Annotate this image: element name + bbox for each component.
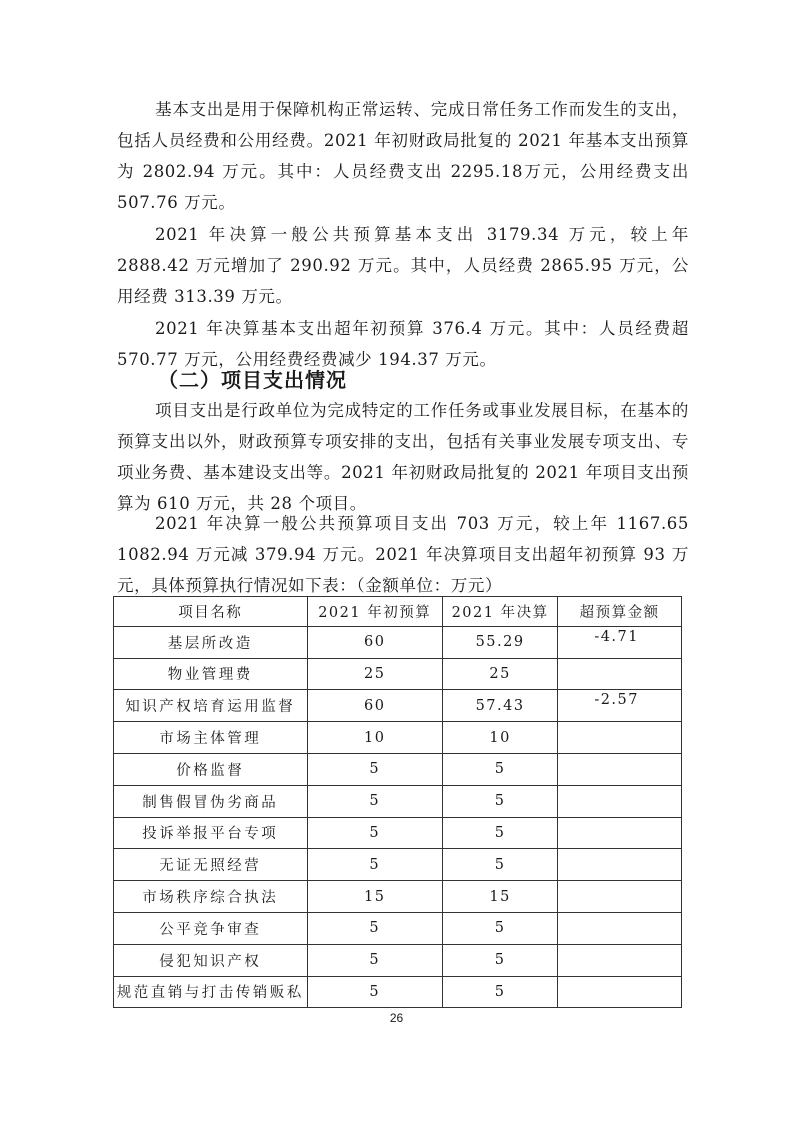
cell-initial-budget: 5 xyxy=(307,817,442,849)
cell-final-account: 5 xyxy=(442,753,557,785)
cell-final-account: 57.43 xyxy=(442,690,557,722)
cell-initial-budget: 60 xyxy=(307,690,442,722)
cell-over-budget xyxy=(558,785,682,817)
cell-project-name: 价格监督 xyxy=(114,753,308,785)
cell-initial-budget: 15 xyxy=(307,881,442,913)
header-project-name: 项目名称 xyxy=(114,597,308,627)
cell-initial-budget: 5 xyxy=(307,912,442,944)
cell-final-account: 5 xyxy=(442,849,557,881)
paragraph-text: 基本支出是用于保障机构正常运转、完成日常任务工作而发生的支出，包括人员经费和公用经费。2021 年初财政局批复的 2021 年基本支出预算为 2802.94 万元。其中：人员经费支出 2295.18万元，公用经费支出 507.76 万元。 xyxy=(117,100,689,212)
cell-project-name: 投诉举报平台专项 xyxy=(114,817,308,849)
table-header-row xyxy=(114,597,682,627)
header-over-budget: 超预算金额 xyxy=(558,597,682,627)
cell-project-name: 规范直销与打击传销贩私 xyxy=(114,976,308,1008)
cell-initial-budget: 5 xyxy=(307,944,442,976)
cell-over-budget: -4.71 xyxy=(558,626,682,658)
cell-initial-budget: 5 xyxy=(307,753,442,785)
table-row xyxy=(114,944,682,976)
table-row xyxy=(114,849,682,881)
cell-over-budget xyxy=(558,944,682,976)
cell-final-account: 5 xyxy=(442,785,557,817)
project-budget-table xyxy=(113,596,682,1008)
cell-final-account: 5 xyxy=(442,944,557,976)
cell-final-account: 55.29 xyxy=(442,626,557,658)
table-row xyxy=(114,722,682,754)
paragraph-text: 2021 年决算基本支出超年初预算 376.4 万元。其中：人员经费超 570.77 万元，公用经费经费减少 194.37 万元。 xyxy=(117,319,689,369)
table-row xyxy=(114,626,682,658)
cell-final-account: 5 xyxy=(442,912,557,944)
table-row xyxy=(114,817,682,849)
cell-over-budget: -2.57 xyxy=(558,690,682,722)
cell-project-name: 市场秩序综合执法 xyxy=(114,881,308,913)
cell-over-budget xyxy=(558,912,682,944)
table-row xyxy=(114,690,682,722)
cell-final-account: 10 xyxy=(442,722,557,754)
cell-initial-budget: 5 xyxy=(307,976,442,1008)
cell-initial-budget: 5 xyxy=(307,849,442,881)
cell-project-name: 制售假冒伪劣商品 xyxy=(114,785,308,817)
paragraph-text: 2021 年决算一般公共预算项目支出 703 万元，较上年 1167.65 1082.94 万元减 379.94 万元。2021 年决算项目支出超年初预算 93 万元，具体预算执行情况如下表：（金额单位：万元） xyxy=(117,514,689,595)
section-heading: （二）项目支出情况 xyxy=(158,368,347,392)
cell-project-name: 市场主体管理 xyxy=(114,722,308,754)
table-row xyxy=(114,976,682,1008)
cell-initial-budget: 5 xyxy=(307,785,442,817)
table-row xyxy=(114,658,682,690)
table-row xyxy=(114,912,682,944)
cell-over-budget xyxy=(558,881,682,913)
cell-final-account: 5 xyxy=(442,976,557,1008)
header-initial-budget: 2021 年初预算 xyxy=(307,597,442,627)
cell-final-account: 5 xyxy=(442,817,557,849)
cell-project-name: 基层所改造 xyxy=(114,626,308,658)
table-row xyxy=(114,785,682,817)
cell-over-budget xyxy=(558,976,682,1008)
paragraph-text: 项目支出是行政单位为完成特定的工作任务或事业发展目标，在基本的预算支出以外，财政预算专项安排的支出，包括有关事业发展专项支出、专项业务费、基本建设支出等。2021 年初财政局批复的 2021 年项目支出预算为 610 万元，共 28 个项目。 xyxy=(117,401,689,513)
cell-over-budget xyxy=(558,722,682,754)
paragraph-basic-expenditure-definition xyxy=(117,94,689,218)
cell-project-name: 知识产权培育运用监督 xyxy=(114,690,308,722)
cell-initial-budget: 60 xyxy=(307,626,442,658)
cell-project-name: 公平竞争审查 xyxy=(114,912,308,944)
paragraph-project-expenditure-definition xyxy=(117,395,689,519)
cell-final-account: 25 xyxy=(442,658,557,690)
cell-over-budget xyxy=(558,849,682,881)
cell-project-name: 侵犯知识产权 xyxy=(114,944,308,976)
table-row xyxy=(114,881,682,913)
cell-over-budget xyxy=(558,817,682,849)
cell-project-name: 无证无照经营 xyxy=(114,849,308,881)
page-number: 26 xyxy=(389,1011,404,1025)
cell-initial-budget: 25 xyxy=(307,658,442,690)
cell-final-account: 15 xyxy=(442,881,557,913)
paragraph-basic-expenditure-final xyxy=(117,219,689,312)
cell-over-budget xyxy=(558,658,682,690)
table-row xyxy=(114,753,682,785)
paragraph-text: 2021 年决算一般公共预算基本支出 3179.34 万元，较上年 2888.42 万元增加了 290.92 万元。其中，人员经费 2865.95 万元，公用经费 313.39 万元。 xyxy=(117,225,689,306)
paragraph-project-expenditure-final xyxy=(117,508,689,601)
cell-initial-budget: 10 xyxy=(307,722,442,754)
header-final-account: 2021 年决算 xyxy=(442,597,557,627)
cell-over-budget xyxy=(558,753,682,785)
cell-project-name: 物业管理费 xyxy=(114,658,308,690)
